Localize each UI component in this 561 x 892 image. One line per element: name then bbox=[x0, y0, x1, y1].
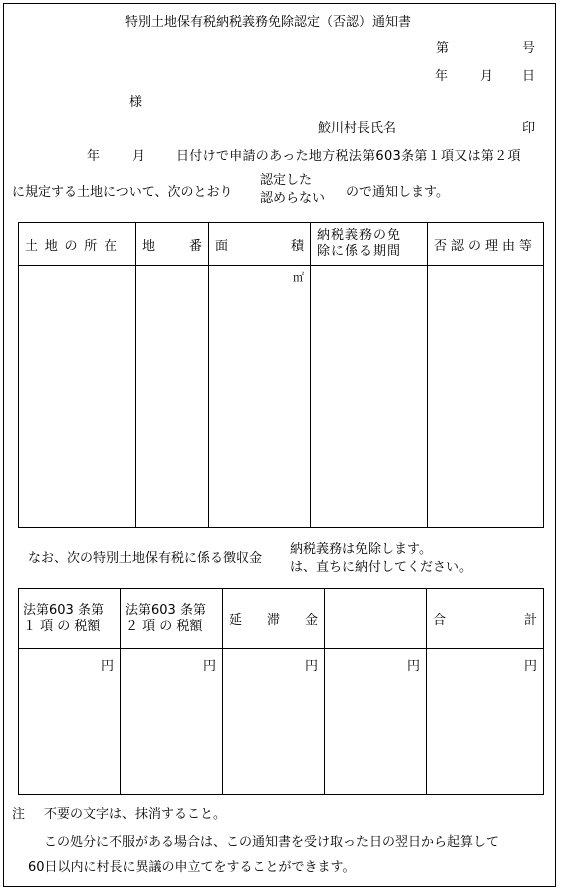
date-day: 日 bbox=[522, 69, 536, 84]
appeal-line2: 60日以内に村長に異議の申立てをすることができます。 bbox=[28, 860, 356, 875]
date-month: 月 bbox=[480, 69, 494, 84]
late-fee-cell: 円 bbox=[223, 649, 325, 795]
body-line2-suffix: ので通知します。 bbox=[346, 185, 449, 200]
body-line2-prefix: に規定する土地について、次のとおり bbox=[12, 185, 233, 200]
seal-mark: 印 bbox=[522, 121, 536, 136]
sender-name: 鮫川村長氏名 bbox=[318, 121, 397, 136]
body-line1-text: 日付けで申請のあった地方税法第603条第１項又は第２項 bbox=[176, 149, 521, 164]
document-title: 特別土地保有税納税義務免除認定（否認）通知書 bbox=[125, 15, 412, 30]
land-table bbox=[18, 222, 544, 528]
blank-amount-cell: 円 bbox=[325, 649, 427, 795]
header-article1-tax: 法第603 条第 １ 項 の 税額 bbox=[19, 589, 121, 649]
number-go: 号 bbox=[522, 41, 536, 56]
appeal-line1: この処分に不服がある場合は、この通知書を受け取った日の翌日から起算して bbox=[44, 835, 500, 850]
land-location-cell bbox=[19, 266, 136, 528]
tax-table bbox=[18, 588, 544, 795]
article1-tax-cell: 円 bbox=[19, 649, 121, 795]
choice-mitomerarenai: 認めらない bbox=[260, 191, 326, 206]
choice-nintei: 認定した bbox=[260, 173, 313, 188]
header-total: 合 計 bbox=[427, 589, 544, 649]
note-label: 注 bbox=[12, 807, 26, 822]
header-chiban: 地 番 bbox=[136, 223, 209, 266]
article2-tax-cell: 円 bbox=[121, 649, 223, 795]
body-year: 年 bbox=[87, 149, 101, 164]
header-exemption-period: 納税義務の免 除に係る期間 bbox=[311, 223, 428, 266]
tax-line-prefix: なお、次の特別土地保有税に係る徴収金 bbox=[28, 551, 263, 566]
header-article2-tax: 法第603 条第 ２ 項 の 税額 bbox=[121, 589, 223, 649]
header-land-location: 土 地 の 所 在 bbox=[19, 223, 136, 266]
number-dai: 第 bbox=[436, 41, 450, 56]
denial-reason-cell bbox=[428, 266, 544, 528]
chiban-cell bbox=[136, 266, 209, 528]
date-year: 年 bbox=[435, 69, 449, 84]
note-text: 不要の文字は、抹消すること。 bbox=[44, 807, 227, 822]
exemption-period-cell bbox=[311, 266, 428, 528]
header-blank bbox=[325, 589, 427, 649]
tax-choice-exempt: 納税義務は免除します。 bbox=[290, 542, 432, 557]
header-area: 面 積 bbox=[209, 223, 311, 266]
header-late-fee: 延 滞 金 bbox=[223, 589, 325, 649]
header-denial-reason: 否 認 の 理 由 等 bbox=[428, 223, 544, 266]
addressee-suffix: 様 bbox=[129, 95, 143, 110]
body-month: 月 bbox=[132, 149, 146, 164]
tax-choice-pay: は、直ちに納付してください。 bbox=[290, 560, 473, 575]
area-cell bbox=[209, 266, 311, 528]
area-unit: ㎡ bbox=[293, 271, 304, 284]
total-cell: 円 bbox=[427, 649, 544, 795]
